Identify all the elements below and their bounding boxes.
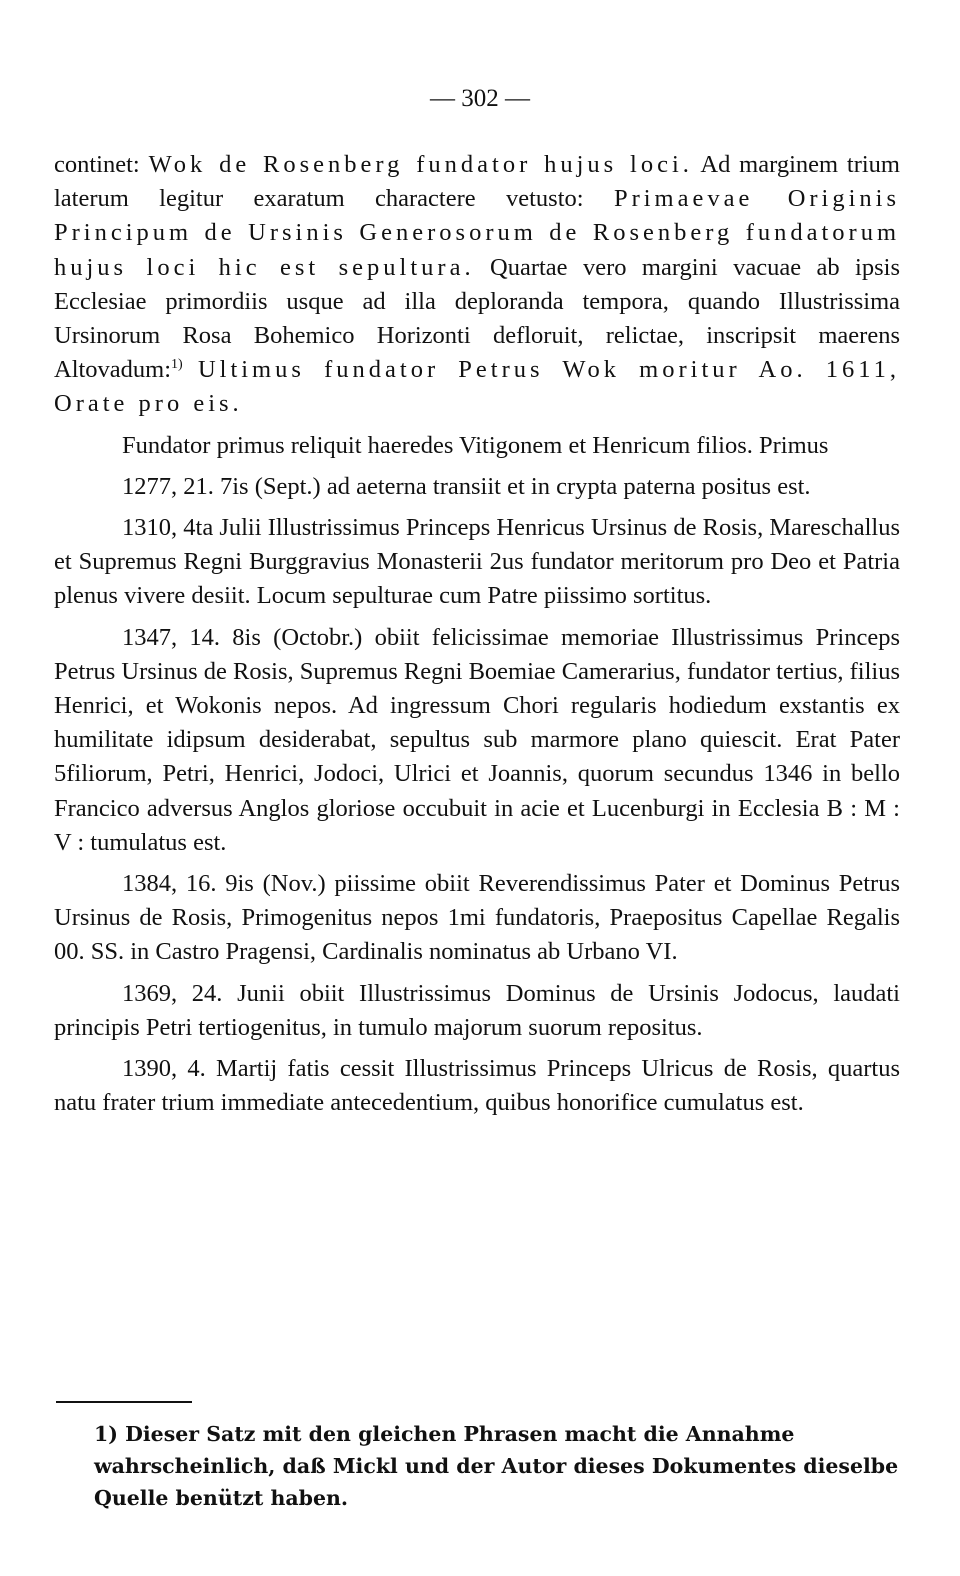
spaced-text: Primaevae Originis Principum de Ursinis Generosorum de Rosenberg fundatorum hujus loci hic est sepultura. [54, 185, 900, 281]
text-run: 1384, 16. 9is (Nov.) piissime obiit Reverendissimus Pater et Dominus Petrus Ursinus de Rosis, Primogenitus nepos 1mi fundatoris, Praepositus Capellae Regalis 00. SS. in Castro Pragensi, Cardinalis nominatus ab Urbano VI. [54, 870, 900, 966]
paragraph [54, 621, 900, 860]
text-run: Fundator primus reliquit haeredes Vitigonem et Henricum filios. Primus [122, 431, 829, 459]
body-text [54, 148, 900, 1127]
footnote-rule [56, 1401, 192, 1403]
paragraph [54, 511, 900, 614]
footnote-text: Dieser Satz mit den gleichen Phrasen macht die Annahme wahrscheinlich, daß Mickl und der Autor dieses Dokumentes dieselbe Quelle benützt haben. [94, 1422, 899, 1510]
text-run: Ad marginem trium laterum legitur exaratum charactere vetusto: [54, 151, 900, 213]
text-run: Quartae vero margini vacuae ab ipsis Ecclesiae primordiis usque ad illa deploranda tempora, quando Illustrissima Ursinorum Rosa Bohemico Horizonti defloruit, relictae, inscripsit maerens Altovadum: [54, 253, 900, 384]
paragraph [54, 977, 900, 1045]
footnote-reference: 1) [171, 357, 183, 373]
paragraph [54, 867, 900, 970]
text-run: continet: [54, 151, 149, 178]
paragraph [54, 470, 900, 504]
text-run: 1277, 21. 7is (Sept.) ad aeterna transiit et in crypta paterna positus est. [122, 472, 811, 500]
footnote [94, 1418, 900, 1514]
spaced-text: Wok de Rosenberg fundator hujus loci. [148, 151, 693, 178]
paragraph [54, 148, 900, 422]
paragraph [54, 429, 900, 463]
footnote-marker: 1) [94, 1422, 118, 1446]
spaced-text: Ultimus fundator Petrus Wok moritur Ao. 1611, Orate pro eis. [54, 356, 901, 418]
text-run: 1347, 14. 8is (Octobr.) obiit felicissimae memoriae Illustrissimus Princeps Petrus Ursinus de Rosis, Supremus Regni Boemiae Camerarius, fundator tertius, filius Henrici, et Wokonis nepos. Ad ingressum Chori regularis hodiedum exstantis ex humilitate idipsum desiderabat, sepultus sub marmore plano quiescit. Erat Pater 5filiorum, Petri, Henrici, Jodoci, Ulrici et Joannis, quorum secundus 1346 in bello Francico adversus Anglos gloriose occubuit in acie et Lucenburgi in Ecclesia B : M : V : tumulatus est. [54, 623, 900, 856]
text-run [183, 356, 198, 383]
text-run: 1310, 4ta Julii Illustrissimus Princeps Henricus Ursinus de Rosis, Mareschallus et Supremus Regni Burggravius Monasterii 2us fundator meritorum pro Deo et Patria plenus vivere desiit. Locum sepulturae cum Patre piissimo sortitus. [54, 514, 900, 610]
paragraph [54, 1052, 900, 1120]
text-run: 1390, 4. Martij fatis cessit Illustrissimus Princeps Ulricus de Rosis, quartus natu frater trium immediate antecedentium, quibus honorifice cumulatus est. [54, 1055, 900, 1117]
text-run: 1369, 24. Junii obiit Illustrissimus Dominus de Ursinis Jodocus, laudati principis Petri tertiogenitus, in tumulo majorum suorum repositus. [54, 979, 900, 1041]
page-number: — 302 — [430, 85, 530, 112]
